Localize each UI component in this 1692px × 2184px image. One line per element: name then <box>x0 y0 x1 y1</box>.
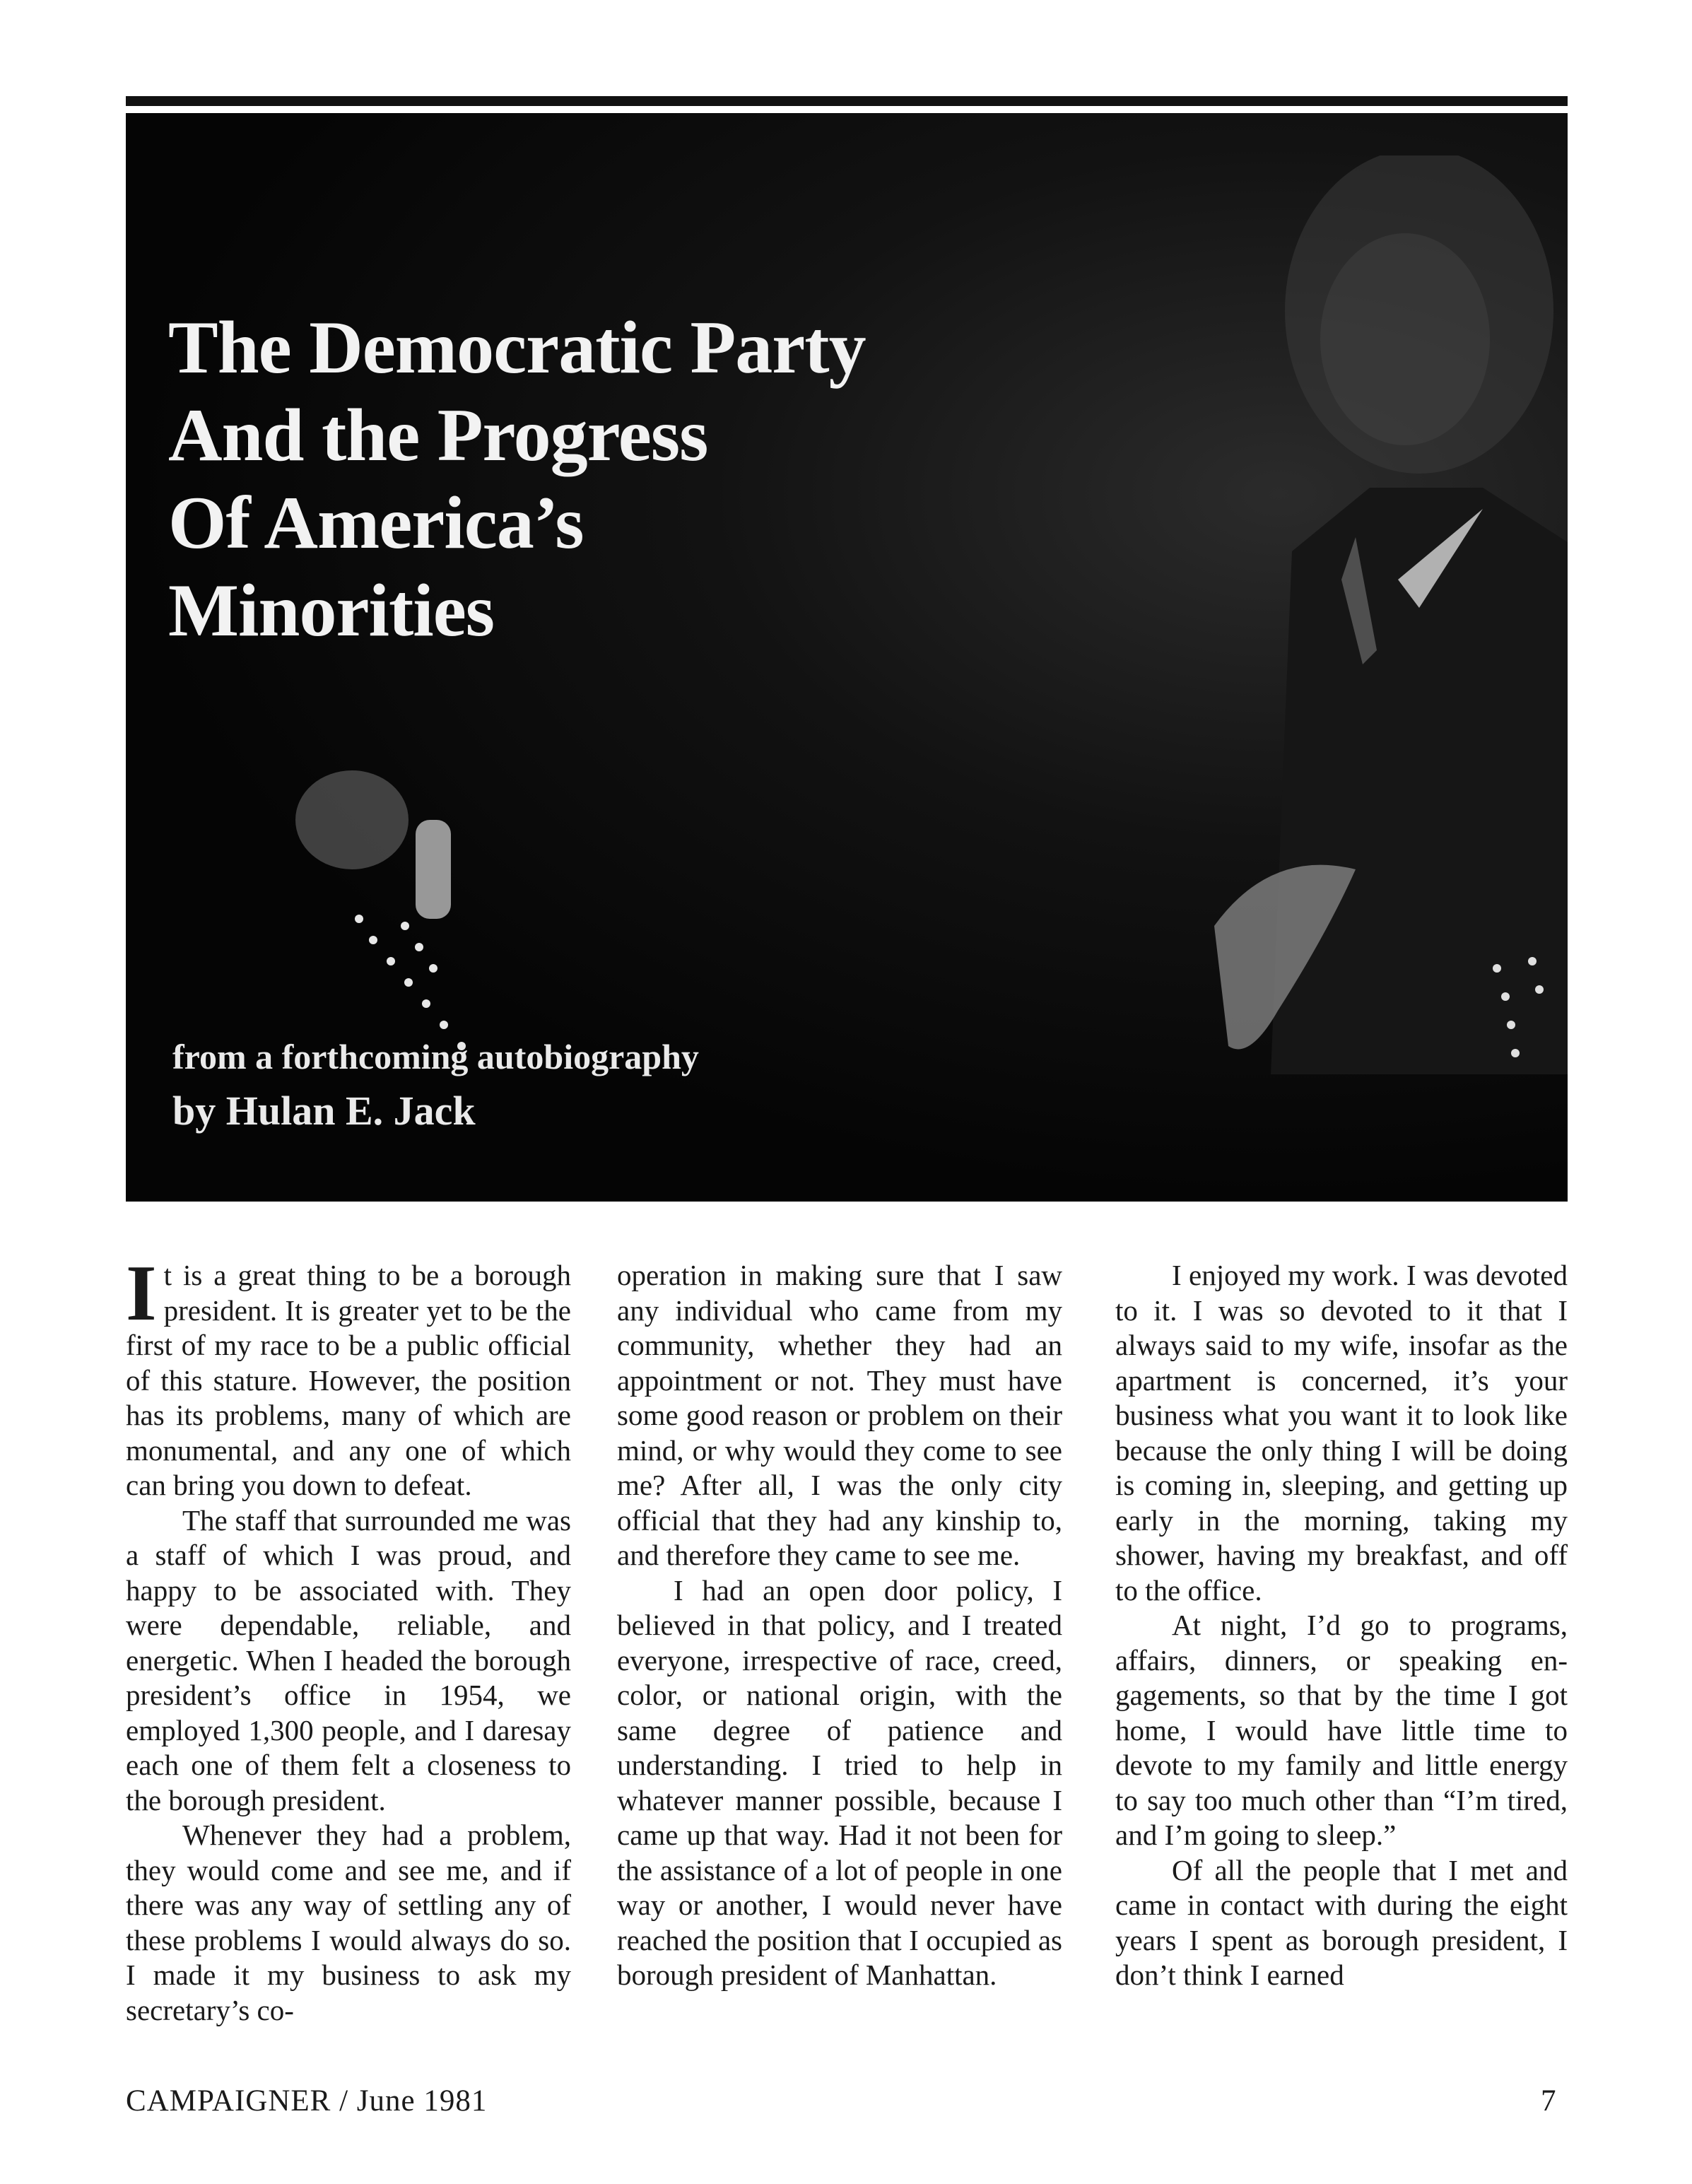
title-line: And the Progress <box>168 394 708 476</box>
portrait-silhouette <box>1186 155 1568 1074</box>
article-title <box>168 304 866 654</box>
author-byline: by Hulan E. Jack <box>172 1088 476 1134</box>
column-3 <box>1115 1258 1568 1993</box>
article-body <box>126 1250 1568 2057</box>
title-line: Of America’s <box>168 481 584 564</box>
paragraph: Whenever they had a problem, they would come and see me, and if there was any way of settling any of these problems I would always do so. I made it my business to ask my secretary’s co- <box>126 1819 571 2026</box>
title-line: Minorities <box>168 569 494 652</box>
paragraph: The staff that surrounded me was a staff of which I was proud, and happy to be associated with. They were dependable, reliable, and energetic. When I headed the borough president’s office in 1954, we employed 1,300 people, and I daresay each one of them felt a closeness to the borough president. <box>126 1503 571 1816</box>
paragraph: At night, I’d go to programs, affairs, dinners, or speaking engagements, so that by the time I got home, I would have little time to devote to my family and little energy to say too much other than “I’m tired, and I’m going to sleep.” <box>1115 1609 1568 1851</box>
paragraph: operation in making sure that I saw any individual who came from my community, whether they had an appointment or not. They must have some good reason or problem on their mind, or why would they come to see me? After all, I was the only city official that they had any kinship to, and therefore they came to see me. <box>617 1259 1062 1571</box>
drop-cap: I <box>126 1250 157 1337</box>
paragraph-text: t is a great thing to be a borough president. It is greater yet to be the first of my race to be a public official of this stature. However, the position has its problems, many of which are monumental, and any one of which can bring you down to defeat. <box>126 1259 571 1501</box>
subtitle: from a forthcoming autobiography <box>172 1037 699 1076</box>
publication-footer: CAMPAIGNER / June 1981 <box>126 2084 488 2118</box>
hand-with-pearls <box>274 735 515 1088</box>
paragraph <box>126 1250 571 1503</box>
paragraph: I enjoyed my work. I was devoted to it. I was so devoted to it that I always said to my wife, insofar as the apartment is concerned, it’s your business what you want it to look like because the only thing I will be doing is coming in, sleeping, and getting up early in the morning, taking my shower, having my breakfast, and off to the office. <box>1115 1259 1568 1607</box>
paragraph: Of all the people that I met and came in contact with during the eight years I spent as borough president, I don’t think I earned <box>1115 1853 1568 1991</box>
hero-photo <box>126 113 1568 1202</box>
column-1 <box>126 1250 571 2028</box>
paragraph: I had an open door policy, I believed in that policy, and I treated everyone, irrespective of race, creed, color, or national origin, with the same degree of patience and understanding. I tried to help in whatever manner possible, because I came up that way. Had it not been for the assistance of a lot of people in one way or another, I would never have reached the position that I occupied as borough president of Manhattan. <box>617 1573 1062 1991</box>
page-number: 7 <box>1541 2084 1556 2118</box>
title-line: The Democratic Party <box>168 306 866 389</box>
top-rule <box>126 96 1568 106</box>
column-2 <box>617 1258 1062 1993</box>
